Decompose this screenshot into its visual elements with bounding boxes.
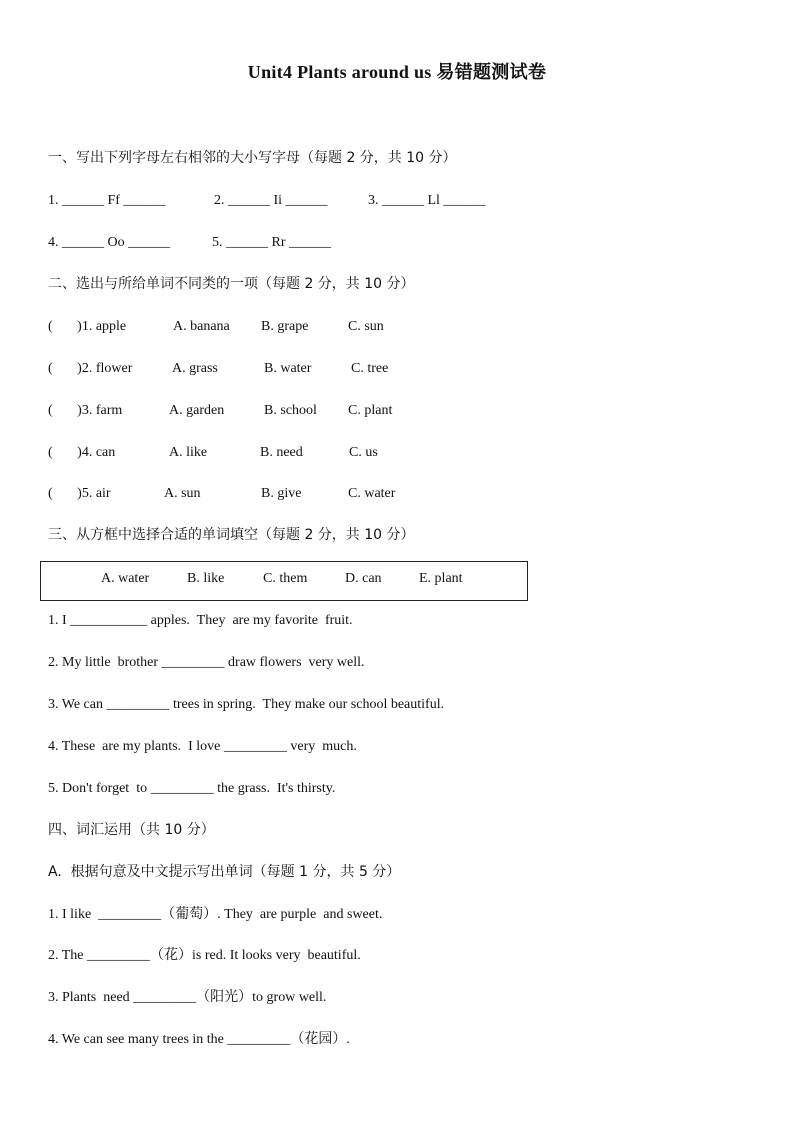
- option-a: A. sun: [164, 486, 201, 501]
- option-a: A. grass: [172, 361, 218, 376]
- vocab-item-3: 3. Plants need _________（阳光）to grow well.: [48, 990, 327, 1005]
- word-bank-option-a: A. water: [101, 571, 150, 586]
- option-b: B. school: [264, 403, 317, 418]
- fill-blank-item-4: 4. These are my plants. I love _________ very much.: [48, 739, 357, 754]
- letter-item-2: 2. ______ Ii ______: [214, 193, 328, 208]
- option-a: A. banana: [173, 319, 230, 334]
- section-1-heading: 一、写出下列字母左右相邻的大小写字母（每题 2 分，共 10 分）: [48, 150, 457, 166]
- option-c: C. water: [348, 486, 396, 501]
- question-stem: ( )1. apple: [48, 319, 127, 334]
- word-bank-option-e: E. plant: [419, 571, 463, 586]
- odd-one-out-item-3: [48, 401, 748, 421]
- fill-blank-item-2: 2. My little brother _________ draw flowers very well.: [48, 655, 365, 670]
- page-title: Unit4 Plants around us 易错题测试卷: [247, 62, 547, 82]
- letter-item-4: 4. ______ Oo ______: [48, 235, 171, 250]
- word-bank-option-c: C. them: [263, 571, 308, 586]
- odd-one-out-item-5: [48, 484, 748, 504]
- letter-item-5: 5. ______ Rr ______: [212, 235, 331, 250]
- question-stem: ( )3. farm: [48, 403, 123, 418]
- option-b: B. need: [260, 445, 303, 460]
- option-b: B. grape: [261, 319, 309, 334]
- option-c: C. plant: [348, 403, 393, 418]
- section-4a-subheading: A. 根据句意及中文提示写出单词（每题 1 分，共 5 分）: [48, 864, 401, 880]
- word-bank-option-b: B. like: [187, 571, 225, 586]
- option-c: C. tree: [351, 361, 389, 376]
- question-stem: ( )2. flower: [48, 361, 133, 376]
- fill-blank-item-5: 5. Don't forget to _________ the grass. It's thirsty.: [48, 781, 336, 796]
- section-2-heading: 二、选出与所给单词不同类的一项（每题 2 分，共 10 分）: [48, 276, 415, 292]
- option-b: B. water: [264, 361, 312, 376]
- option-c: C. us: [349, 445, 378, 460]
- letter-item-1: 1. ______ Ff ______: [48, 193, 166, 208]
- vocab-item-1: 1. I like _________（葡萄）. They are purple and sweet.: [48, 907, 383, 922]
- section-1-row-2: [48, 233, 748, 253]
- odd-one-out-item-4: [48, 443, 748, 463]
- section-4-heading: 四、词汇运用（共 10 分）: [48, 822, 215, 838]
- option-a: A. garden: [169, 403, 225, 418]
- vocab-item-4: 4. We can see many trees in the _________（花园）.: [48, 1032, 350, 1047]
- question-stem: ( )5. air: [48, 486, 111, 501]
- vocab-item-2: 2. The _________（花）is red. It looks very beautiful.: [48, 948, 361, 963]
- fill-blank-item-1: 1. I ___________ apples. They are my favorite fruit.: [48, 613, 353, 628]
- option-b: B. give: [261, 486, 302, 501]
- letter-item-3: 3. ______ Ll ______: [368, 193, 486, 208]
- fill-blank-item-3: 3. We can _________ trees in spring. They make our school beautiful.: [48, 697, 445, 712]
- word-bank-box: [40, 561, 528, 601]
- question-stem: ( )4. can: [48, 445, 116, 460]
- option-a: A. like: [169, 445, 208, 460]
- odd-one-out-item-2: [48, 359, 748, 379]
- word-bank-option-d: D. can: [345, 571, 382, 586]
- section-3-heading: 三、从方框中选择合适的单词填空（每题 2 分，共 10 分）: [48, 527, 415, 543]
- option-c: C. sun: [348, 319, 384, 334]
- section-1-row-1: [48, 191, 748, 211]
- odd-one-out-item-1: [48, 317, 748, 337]
